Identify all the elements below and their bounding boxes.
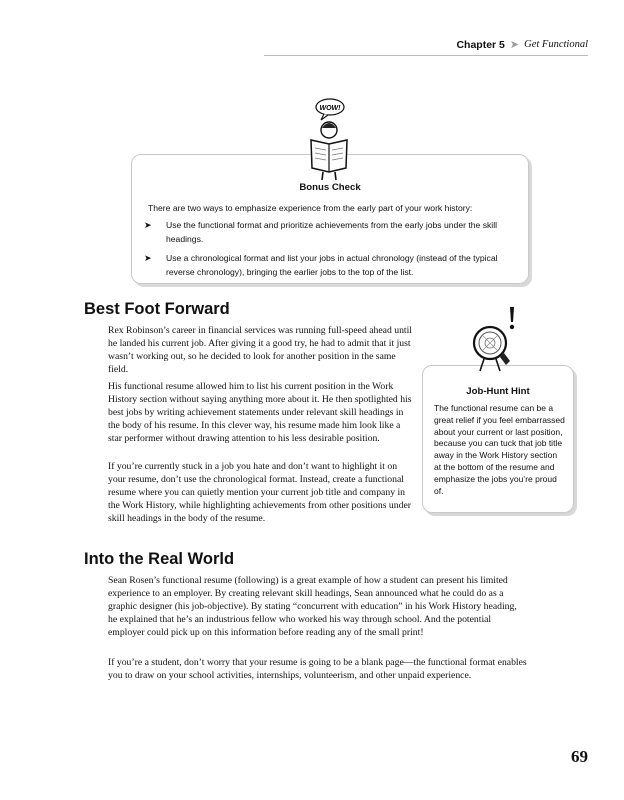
section-heading-into-the-real-world: Into the Real World [84,550,235,568]
section-heading-best-foot-forward: Best Foot Forward [84,300,230,318]
paragraph: If you’re a student, don’t worry that your resume is going to be a blank page—the functional format enables you to draw on your school activities, internships, volunteerism, and other unpaid experience. [108,657,527,681]
list-item: ➤ Use the functional format and prioritize achievements from the early jobs under the skill headings. [144,220,498,244]
running-header [456,38,588,51]
chapter-label: Chapter 5 [456,38,505,51]
paragraph: Rex Robinson’s career in financial services was running full-speed ahead until he landed his current job. After giving it a good try, he had to admit that it just wasn’t working out, so he decided to look for another position in the same field. [108,325,412,375]
list-item: ➤ Use a chronological format and list your jobs in actual chronology (instead of the typical reverse chronology), bringing the earlier jobs to the top of the list. [144,253,498,277]
job-hunt-hint-box [422,365,574,513]
job-hunt-hint-title: Job-Hunt Hint [466,386,530,397]
arrow-bullet-icon: ➤ [144,253,152,263]
paragraph: If you’re currently stuck in a job you hate and don’t want to highlight it on your resume, don’t use the chronological format. Instead, create a functional resume where you can quietly mention your current job title and company in the Work History, while highlighting achievements from other positions under skill headings in the body of the resume. [108,461,411,524]
header-rule [264,55,588,56]
paragraph: His functional resume allowed him to list his current position in the Work History section without saying anything more about it. He then spotlighted his best jobs by writing achievement statements under relevant skill headings in the body of his resume. In this clever way, his resume made him look like a star performer without drawing attention to his less desirable position. [108,381,412,444]
bonus-check-list [144,218,514,284]
paragraph: Sean Rosen’s functional resume (following) is a great example of how a student can present his limited experience to an employer. By creating relevant skill headings, Sean announced what he could do as a graphic designer (his job-objective). By stating “concurrent with education” in his Work History heading, he explained that he’s an industrious fellow who worked his way through school. And the potential employer could pick up on this information before reading any of the small print! [108,575,517,638]
wow-reader-icon [302,96,358,182]
bonus-check-intro: There are two ways to emphasize experience from the early part of your work history: [148,203,473,213]
magnifier-hint-icon [466,305,530,375]
page-number: 69 [571,747,588,766]
arrow-bullet-icon: ➤ [144,220,152,230]
wow-text: WOW! [319,105,341,112]
job-hunt-hint-text: The functional resume can be a great relief if you feel embarrassed about your current or last position, because you can tuck that job title away in the Work History section at the bottom of the resume and emphasize the jobs you’re proud of. [434,403,565,496]
arrow-icon: ➤ [509,39,520,51]
bonus-check-title: Bonus Check [299,182,361,193]
chapter-title: Get Functional [524,39,588,50]
